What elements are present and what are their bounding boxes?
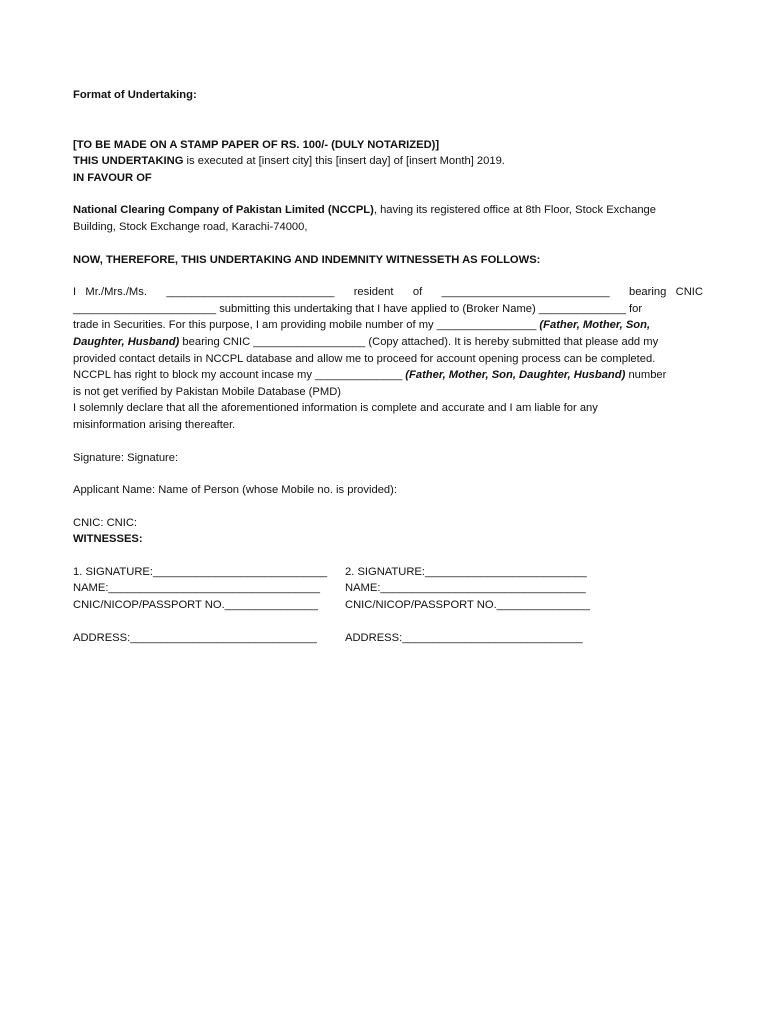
body-line-9: misinformation arising thereafter. (73, 418, 236, 431)
body-name-blank: ___________________________ (166, 286, 335, 299)
witness-2-signature: 2. SIGNATURE:__________________________ (345, 565, 587, 578)
body-line-6-relations: (Father, Mother, Son, Daughter, Husband) (405, 369, 626, 382)
witness-2-cnic: CNIC/NICOP/PASSPORT NO._______________ (345, 599, 591, 612)
undertaking-document (73, 87, 703, 646)
body-resident: resident (353, 286, 394, 299)
stamp-paper-line: [TO BE MADE ON A STAMP PAPER OF RS. 100/- (DULY NOTARIZED)] (73, 138, 440, 151)
body-line-4-text: bearing CNIC __________________ (Copy attached). It is hereby submitted that please add my (179, 335, 659, 348)
body-line-6 (73, 367, 703, 384)
body-line-4 (73, 334, 703, 351)
body-line-2: _______________________ submitting this undertaking that I have applied to (Broker Name) ______________ for (73, 302, 643, 315)
body-line-5: provided contact details in NCCPL database and allow me to proceed for account opening process can be completed. (73, 352, 656, 365)
body-line-1 (73, 284, 703, 301)
body-line-8: I solemnly declare that all the aforementioned information is complete and accurate and I am liable for any (73, 402, 598, 415)
body-line-3 (73, 317, 703, 334)
company-address-1: , having its registered office at 8th Floor, Stock Exchange (373, 204, 656, 217)
body-line-3-relations: (Father, Mother, Son, (539, 319, 651, 332)
witness-2-name: NAME:_________________________________ (345, 582, 586, 595)
applicant-name-line: Applicant Name: Name of Person (whose Mobile no. is provided): (73, 484, 397, 497)
signature-line: Signature: Signature: (73, 451, 179, 464)
now-therefore-heading: NOW, THEREFORE, THIS UNDERTAKING AND INDEMNITY WITNESSETH AS FOLLOWS: (73, 253, 541, 266)
undertaking-body (73, 284, 703, 433)
body-residence-blank: ___________________________ (441, 286, 610, 299)
in-favour-of: IN FAVOUR OF (73, 171, 152, 184)
undertaking-rest: is executed at [insert city] this [insert day] of [insert Month] 2019. (183, 155, 505, 168)
undertaking-lead: THIS UNDERTAKING (73, 155, 184, 168)
cnic-line: CNIC: CNIC: (73, 516, 138, 529)
body-line-6-text: NCCPL has right to block my account incase my ______________ (73, 369, 406, 382)
body-line-7: is not get verified by Pakistan Mobile Database (PMD) (73, 385, 341, 398)
body-line-3-text: trade in Securities. For this purpose, I am providing mobile number of my ________________ (73, 319, 540, 332)
witness-1-address: ADDRESS:______________________________ (73, 631, 317, 644)
witness-2-address: ADDRESS:_____________________________ (345, 631, 583, 644)
witness-1-signature: 1. SIGNATURE:____________________________ (73, 565, 328, 578)
witness-1-name: NAME:__________________________________ (73, 582, 320, 595)
witnesses-section (73, 564, 703, 646)
document-heading: Format of Undertaking: (73, 89, 197, 101)
body-salutation: I Mr./Mrs./Ms. (73, 286, 147, 299)
company-paragraph (73, 202, 703, 235)
company-name: National Clearing Company of Pakistan Limited (NCCPL) (73, 204, 374, 217)
witnesses-heading: WITNESSES: (73, 533, 143, 546)
body-line-6-number: number (625, 369, 667, 382)
witness-1-cnic: CNIC/NICOP/PASSPORT NO._______________ (73, 599, 319, 612)
undertaking-line (73, 153, 703, 170)
company-address-2: Building, Stock Exchange road, Karachi-74000, (73, 220, 308, 233)
body-bearing-cnic: bearing CNIC (628, 286, 703, 299)
body-line-4-relations: Daughter, Husband) (73, 335, 180, 348)
body-of: of (412, 286, 423, 299)
